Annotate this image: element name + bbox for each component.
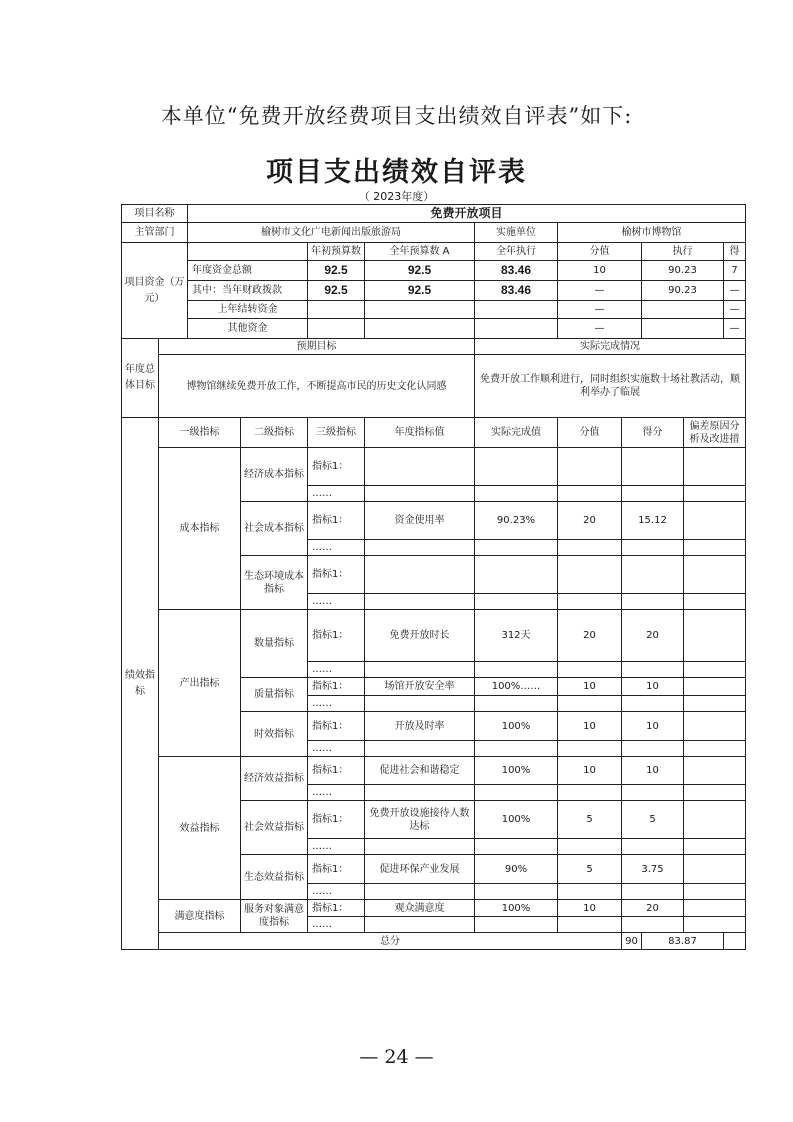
weight-value: 5 xyxy=(558,855,622,884)
total-score: 83.87 xyxy=(642,933,724,950)
funds-header: 得 xyxy=(724,243,746,261)
indicator-value: 免费开放设施接待人数达标 xyxy=(365,801,475,839)
cost-social: 社会成本指标 xyxy=(241,502,308,556)
funds-cell: 90.23 xyxy=(642,261,724,281)
indicator-1: 指标1： xyxy=(308,801,365,839)
project-name-label: 项目名称 xyxy=(122,205,188,223)
impl-label: 实施单位 xyxy=(475,223,558,243)
funds-row-label: 上年结转资金 xyxy=(188,301,308,319)
actual-value: 100% xyxy=(475,900,558,917)
ellipsis: …… xyxy=(308,696,365,712)
weight-value: 10 xyxy=(558,678,622,696)
project-name: 免费开放项目 xyxy=(188,205,746,223)
goal-expected-header: 预期目标 xyxy=(159,339,475,355)
actual-value: 90.23% xyxy=(475,502,558,540)
goal-actual-header: 实际完成情况 xyxy=(475,339,746,355)
funds-cell: — xyxy=(724,281,746,301)
score-value: 10 xyxy=(622,712,684,741)
funds-cell: 92.5 xyxy=(365,281,475,301)
funds-cell: 92.5 xyxy=(308,281,365,301)
funds-cell: 83.46 xyxy=(475,261,558,281)
cost-label: 成本指标 xyxy=(159,448,241,610)
cost-eco-env: 生态环境成本指标 xyxy=(241,556,308,610)
actual-value: 100% xyxy=(475,801,558,839)
ellipsis: …… xyxy=(308,839,365,855)
funds-cell: 92.5 xyxy=(365,261,475,281)
funds-cell: 83.46 xyxy=(475,281,558,301)
indicator-1: 指标1： xyxy=(308,502,365,540)
weight-value: 5 xyxy=(558,801,622,839)
funds-header: 全年预算数 A xyxy=(365,243,475,261)
perf-header: 三级指标 xyxy=(308,418,365,448)
funds-cell: 92.5 xyxy=(308,261,365,281)
funds-header: 分值 xyxy=(558,243,642,261)
funds-label: 项目资金（万元） xyxy=(122,243,188,339)
indicator-1: 指标1： xyxy=(308,900,365,917)
total-label: 总分 xyxy=(159,933,622,950)
table-title: 项目支出绩效自评表 xyxy=(266,157,527,188)
total-weight: 90 xyxy=(622,933,642,950)
funds-cell: — xyxy=(724,319,746,339)
benefit-social: 社会效益指标 xyxy=(241,801,308,855)
benefit-eco: 经济效益指标 xyxy=(241,757,308,801)
funds-header: 年初预算数 xyxy=(308,243,365,261)
dept-label: 主管部门 xyxy=(122,223,188,243)
impl-value: 榆树市博物馆 xyxy=(558,223,746,243)
funds-cell: 10 xyxy=(558,261,642,281)
indicator-value: 场馆开放安全率 xyxy=(365,678,475,696)
goal-actual: 免费开放工作顺利进行，同时组织实施数十场社教活动，顺利举办了临展 xyxy=(475,355,746,418)
weight-value: 20 xyxy=(558,610,622,662)
satisfaction-sub: 服务对象满意度指标 xyxy=(241,900,308,933)
goal-label: 年度总体目标 xyxy=(122,339,159,418)
indicator-value: 促进社会和谐稳定 xyxy=(365,757,475,785)
perf-header: 得分 xyxy=(622,418,684,448)
funds-row-label: 年度资金总额 xyxy=(188,261,308,281)
dept-value: 榆树市文化广电新闻出版旅游局 xyxy=(188,223,475,243)
perf-label: 绩效指标 xyxy=(122,418,159,950)
funds-cell: — xyxy=(558,301,642,319)
score-value: 10 xyxy=(622,757,684,785)
weight-value: 20 xyxy=(558,502,622,540)
perf-header: 实际完成值 xyxy=(475,418,558,448)
funds-header: 全年执行 xyxy=(475,243,558,261)
indicator-value: 开放及时率 xyxy=(365,712,475,741)
score-value: 3.75 xyxy=(622,855,684,884)
score-value: 20 xyxy=(622,900,684,917)
ellipsis: …… xyxy=(308,741,365,757)
score-value: 20 xyxy=(622,610,684,662)
actual-value: 100% xyxy=(475,712,558,741)
funds-cell: — xyxy=(558,281,642,301)
perf-header: 年度指标值 xyxy=(365,418,475,448)
ellipsis: …… xyxy=(308,917,365,933)
indicator-value: 免费开放时长 xyxy=(365,610,475,662)
funds-cell: 7 xyxy=(724,261,746,281)
intro-text: 本单位“免费开放经费项目支出绩效自评表”如下: xyxy=(160,104,633,128)
score-value: 15.12 xyxy=(622,502,684,540)
weight-value: 10 xyxy=(558,712,622,741)
table-year: （ 2023年度） xyxy=(358,190,435,203)
funds-header: 执行 xyxy=(642,243,724,261)
funds-row-label: 其中：当年财政拨款 xyxy=(188,281,308,301)
ellipsis: …… xyxy=(308,785,365,801)
indicator-1: 指标1： xyxy=(308,610,365,662)
output-time: 时效指标 xyxy=(241,712,308,757)
ellipsis: …… xyxy=(308,594,365,610)
output-quality: 质量指标 xyxy=(241,678,308,712)
actual-value: 90% xyxy=(475,855,558,884)
indicator-value: 观众满意度 xyxy=(365,900,475,917)
actual-value: 100%…… xyxy=(475,678,558,696)
ellipsis: …… xyxy=(308,662,365,678)
funds-cell: — xyxy=(558,319,642,339)
indicator-1: 指标1： xyxy=(308,448,365,486)
output-qty: 数量指标 xyxy=(241,610,308,678)
weight-value: 10 xyxy=(558,757,622,785)
satisfaction-label: 满意度指标 xyxy=(159,900,241,933)
score-value: 10 xyxy=(622,678,684,696)
indicator-1: 指标1： xyxy=(308,757,365,785)
score-value: 5 xyxy=(622,801,684,839)
indicator-value: 资金使用率 xyxy=(365,502,475,540)
ellipsis: …… xyxy=(308,884,365,900)
page-number: — 24 — xyxy=(359,1046,434,1068)
perf-header: 分值 xyxy=(558,418,622,448)
perf-header: 二级指标 xyxy=(241,418,308,448)
weight-value: 10 xyxy=(558,900,622,917)
perf-header: 一级指标 xyxy=(159,418,241,448)
output-label: 产出指标 xyxy=(159,610,241,757)
indicator-1: 指标1： xyxy=(308,556,365,594)
perf-header: 偏差原因分析及改进措 xyxy=(684,418,746,448)
goal-expected: 博物馆继续免费开放工作，不断提高市民的历史文化认同感 xyxy=(159,355,475,418)
funds-row-label: 其他资金 xyxy=(188,319,308,339)
cost-eco: 经济成本指标 xyxy=(241,448,308,502)
ellipsis: …… xyxy=(308,540,365,556)
funds-cell: 90.23 xyxy=(642,281,724,301)
ellipsis: …… xyxy=(308,486,365,502)
actual-value: 312天 xyxy=(475,610,558,662)
benefit-label: 效益指标 xyxy=(159,757,241,900)
actual-value: 100% xyxy=(475,757,558,785)
indicator-1: 指标1： xyxy=(308,712,365,741)
indicator-value: 促进环保产业发展 xyxy=(365,855,475,884)
indicator-1: 指标1： xyxy=(308,855,365,884)
funds-cell: — xyxy=(724,301,746,319)
performance-table xyxy=(121,204,746,950)
benefit-env: 生态效益指标 xyxy=(241,855,308,900)
indicator-1: 指标1： xyxy=(308,678,365,696)
